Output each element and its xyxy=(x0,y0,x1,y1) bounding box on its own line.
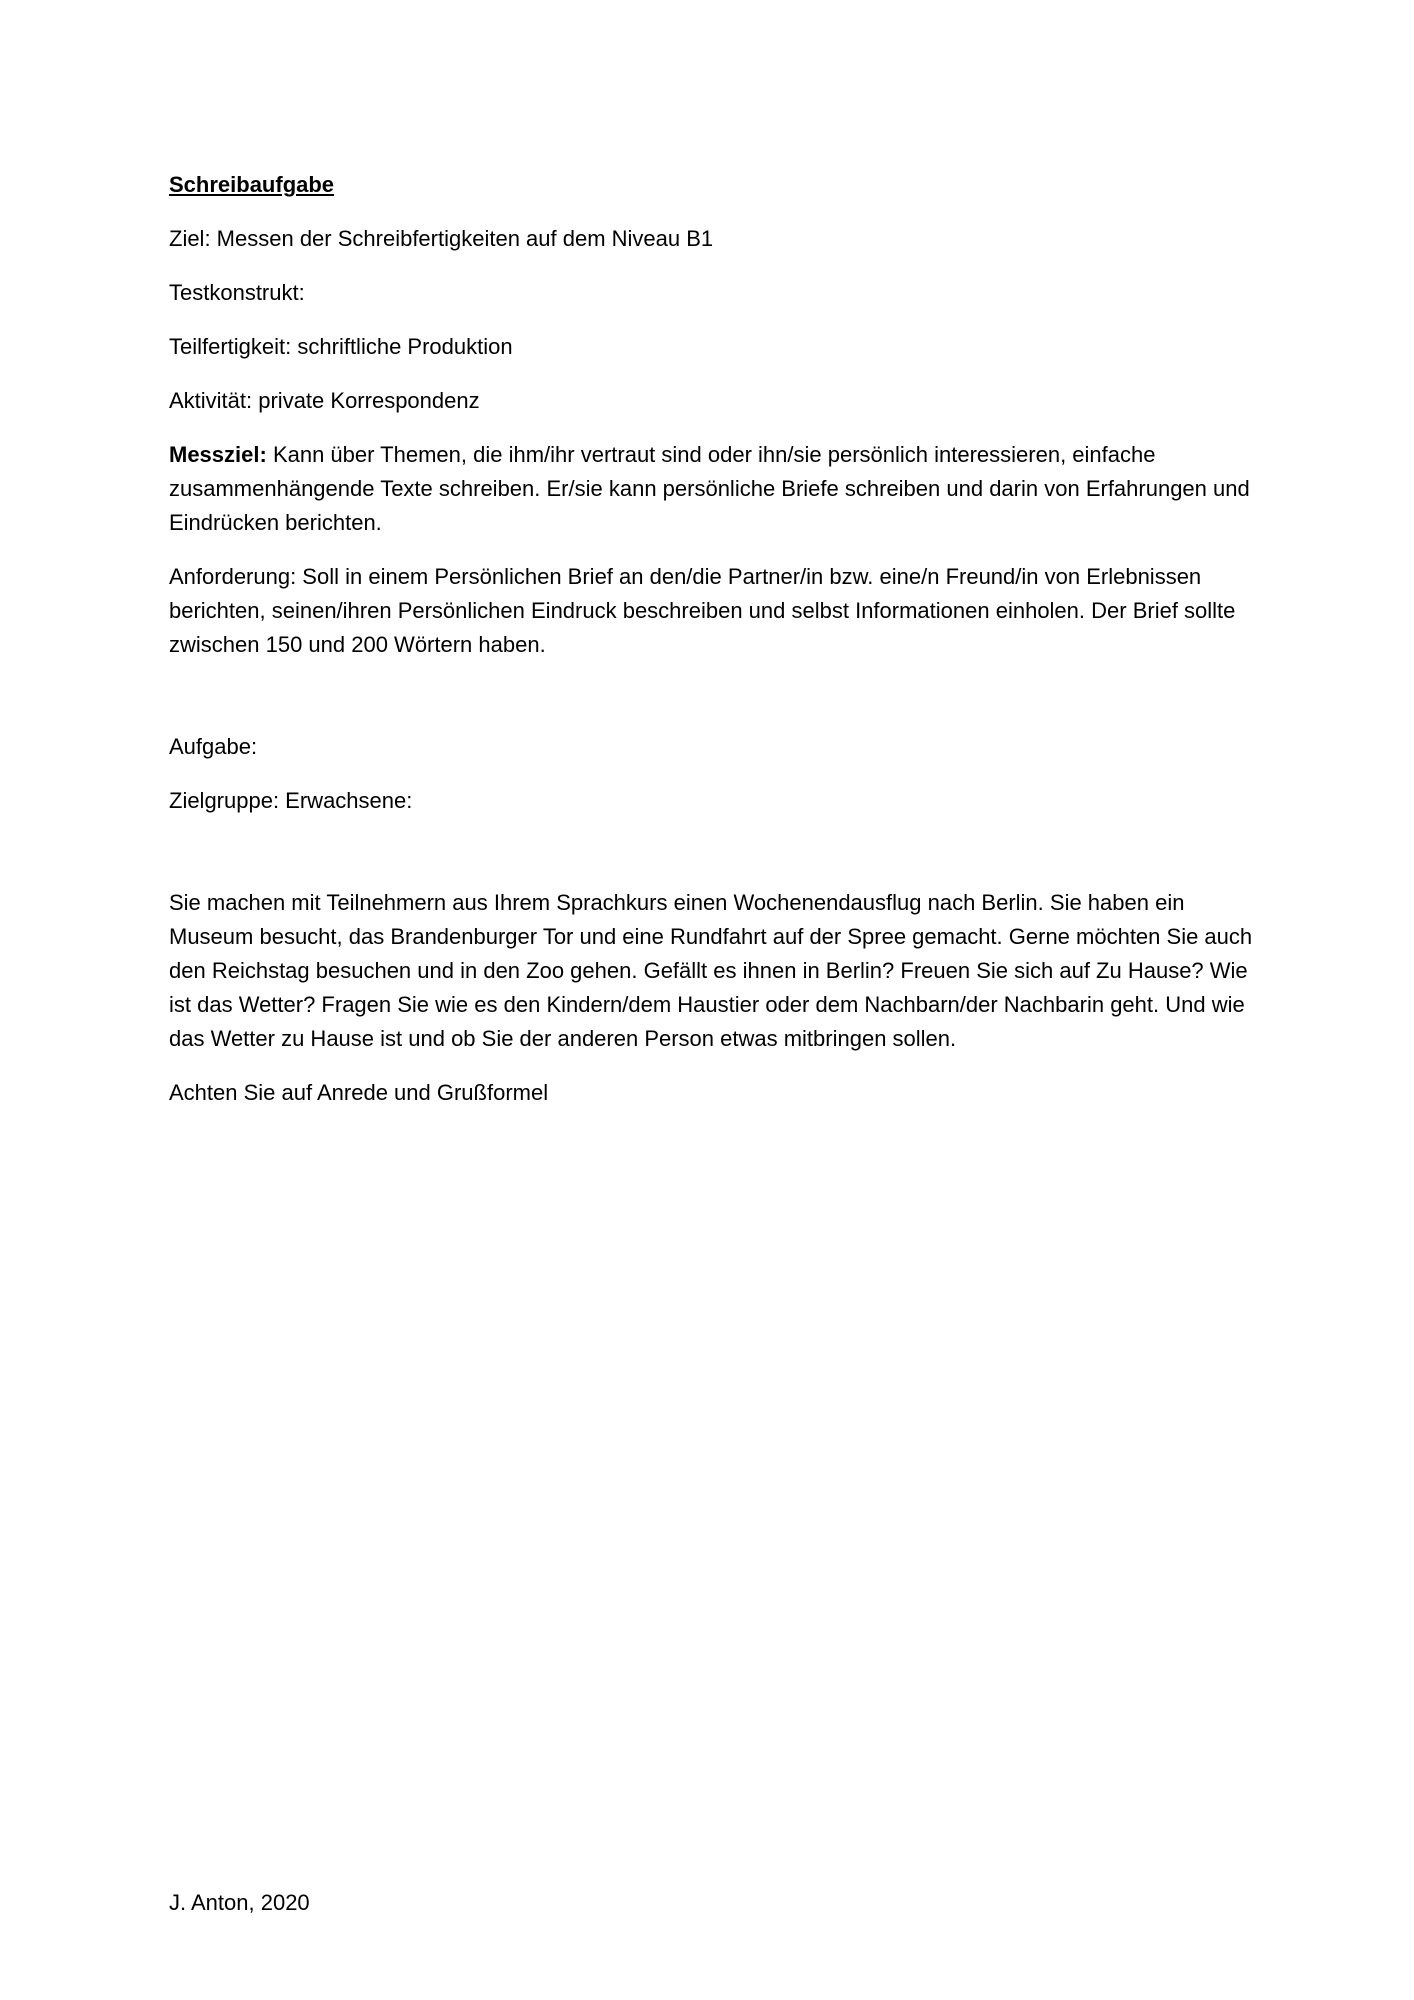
zielgruppe-line: Zielgruppe: Erwachsene: xyxy=(169,788,413,813)
spacer xyxy=(169,838,1269,886)
hinweis-line: Achten Sie auf Anrede und Grußformel xyxy=(169,1080,549,1105)
document-heading: Schreibaufgabe xyxy=(169,172,335,197)
testkonstrukt-line: Testkonstrukt: xyxy=(169,280,305,305)
messziel-paragraph xyxy=(169,438,1269,540)
teilfertigkeit-line: Teilfertigkeit: schriftliche Produktion xyxy=(169,334,513,359)
author-footer: J. Anton, 2020 xyxy=(169,1890,310,1915)
document-body xyxy=(169,168,1269,1130)
task-paragraph: Sie machen mit Teilnehmern aus Ihrem Sprachkurs einen Wochenendausflug nach Berlin. Sie haben ein Museum besucht, das Brandenburger Tor und eine Rundfahrt auf der Spree gemacht. Gerne möchten Sie auch den Reichstag besuchen und in den Zoo gehen. Gefällt es ihnen in Berlin? Freuen Sie sich auf Zu Hause? Wie ist das Wetter? Fragen Sie wie es den Kindern/dem Haustier oder dem Nachbarn/der Nachbarin geht. Und wie das Wetter zu Hause ist und ob Sie der anderen Person etwas mitbringen sollen. xyxy=(169,890,1253,1051)
spacer xyxy=(169,682,1269,730)
messziel-label: Messziel: xyxy=(169,442,267,467)
ziel-line: Ziel: Messen der Schreibfertigkeiten auf dem Niveau B1 xyxy=(169,226,714,251)
anforderung-paragraph: Anforderung: Soll in einem Persönlichen Brief an den/die Partner/in bzw. eine/n Freund/in von Erlebnissen berichten, seinen/ihren Persönlichen Eindruck beschreiben und selbst Informationen einholen. Der Brief sollte zwischen 150 und 200 Wörtern haben. xyxy=(169,564,1236,657)
aktivitaet-line: Aktivität: private Korrespondenz xyxy=(169,388,480,413)
aufgabe-line: Aufgabe: xyxy=(169,734,258,759)
messziel-text: Kann über Themen, die ihm/ihr vertraut sind oder ihn/sie persönlich interessieren, einfache zusammenhängende Texte schreiben. Er/sie kann persönliche Briefe schreiben und darin von Erfahrungen und Eindrücken berichten. xyxy=(169,442,1250,535)
